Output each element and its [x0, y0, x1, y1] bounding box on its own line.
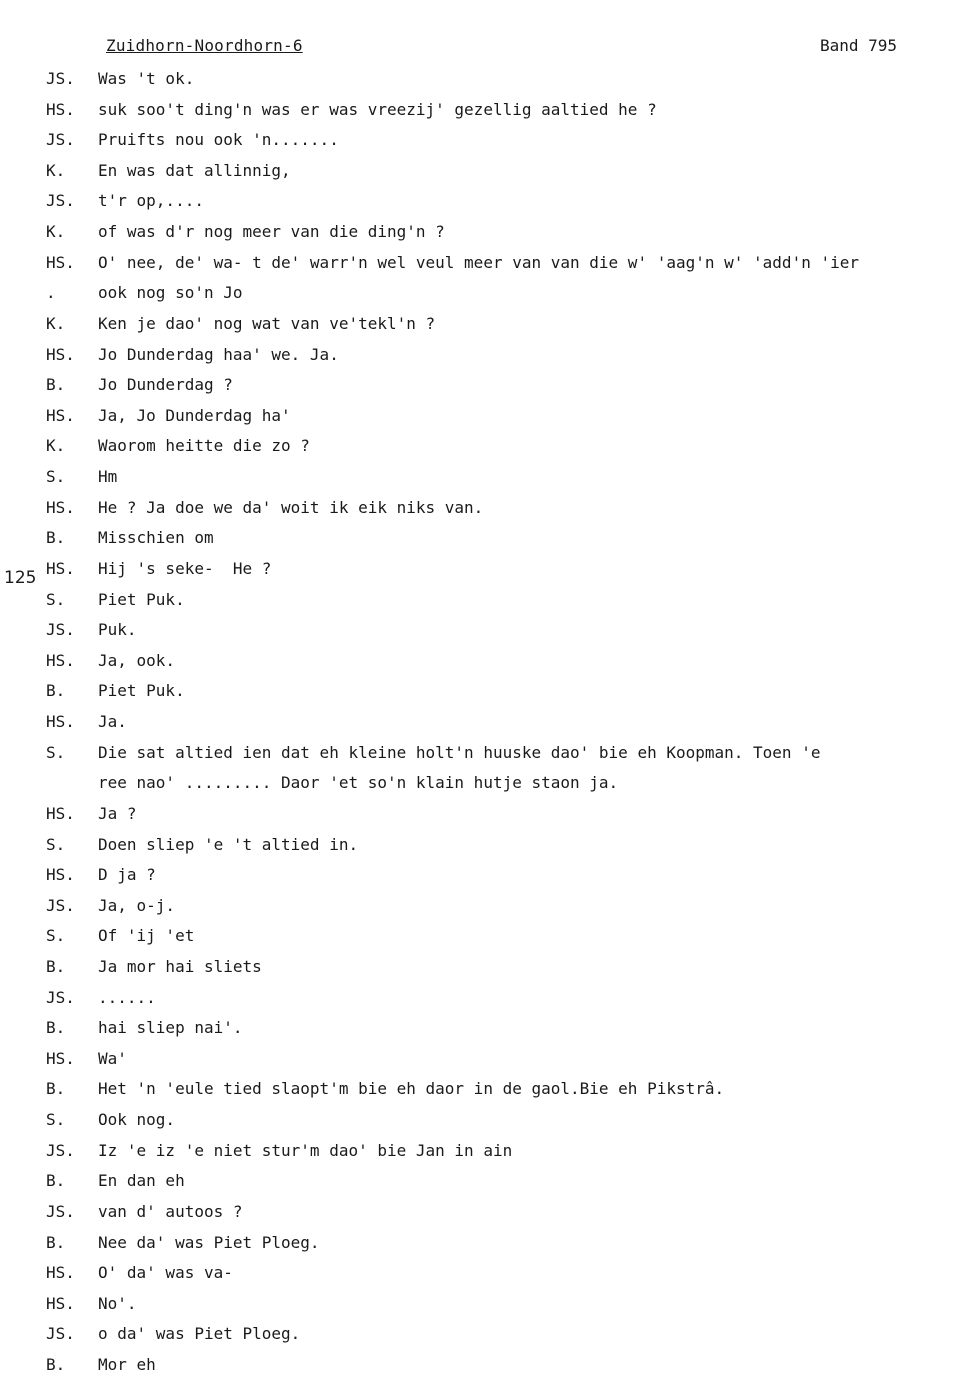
speaker-label: B. [46, 1079, 66, 1099]
utterance-text: Ja. [98, 712, 127, 732]
speaker-label: JS. [46, 69, 75, 88]
transcript-line [0, 1232, 973, 1254]
speaker-label: S. [46, 1110, 66, 1130]
speaker-label: HS. [46, 405, 75, 425]
utterance-text: Ook nog. [98, 1110, 176, 1130]
speaker-label: B. [46, 1171, 66, 1191]
utterance-text: Was 't ok. [98, 69, 195, 88]
transcript-line [0, 803, 973, 825]
utterance-text: ree nao' ......... Daor 'et so'n klain hutje staon ja. [98, 773, 619, 793]
margin-number: 125 [4, 568, 37, 588]
transcript-line [0, 1170, 973, 1192]
utterance-text: Ja, Jo Dunderdag ha' [98, 405, 291, 425]
transcript-line [0, 987, 973, 1009]
document-title: Zuidhorn-Noordhorn-6 [106, 36, 303, 55]
utterance-text: Waorom heitte die zo ? [98, 436, 310, 456]
utterance-text: He ? Ja doe we da' woit ik eik niks van. [98, 497, 484, 517]
transcript-line [0, 772, 973, 794]
transcript-line [0, 1048, 973, 1070]
transcript-line [0, 1109, 973, 1131]
speaker-label: HS. [46, 558, 75, 578]
transcript-line [0, 558, 973, 580]
utterance-text: Jo Dunderdag ? [98, 375, 233, 395]
utterance-text: O' da' was va- [98, 1263, 233, 1283]
utterance-text: Piet Puk. [98, 589, 185, 609]
transcript-line [0, 711, 973, 733]
utterance-text: Wa' [98, 1048, 127, 1068]
utterance-text: Piet Puk. [98, 681, 185, 701]
utterance-text: Pruifts nou ook 'n....... [98, 130, 339, 150]
utterance-text: Het 'n 'eule tied slaopt'm bie eh daor in de gaol.Bie eh Pikstrâ. [98, 1079, 725, 1099]
speaker-label: HS. [46, 99, 75, 119]
transcript-line [0, 282, 973, 304]
transcript-line [0, 160, 973, 182]
speaker-label: S. [46, 926, 66, 946]
speaker-label: S. [46, 742, 66, 762]
speaker-label: B. [46, 375, 66, 395]
utterance-text: En dan eh [98, 1171, 185, 1191]
utterance-text: O' nee, de' wa- t de' warr'n wel veul meer van van die w' 'aag'n w' 'add'n 'ier [98, 252, 859, 272]
transcript-line [0, 864, 973, 886]
utterance-text: Doen sliep 'e 't altied in. [98, 834, 359, 854]
speaker-label: S. [46, 589, 66, 609]
utterance-text: Puk. [98, 620, 137, 640]
speaker-label: B. [46, 681, 66, 701]
transcript-line [0, 742, 973, 764]
transcript-line [0, 405, 973, 427]
transcript-line [0, 221, 973, 243]
transcript-line [0, 466, 973, 488]
utterance-text: ...... [98, 987, 156, 1007]
speaker-label: JS. [46, 130, 75, 150]
speaker-label: B. [46, 528, 66, 548]
speaker-label: HS. [46, 344, 75, 364]
speaker-label: HS. [46, 1048, 75, 1068]
utterance-text: Hm [98, 467, 118, 487]
band-number: Band 795 [820, 36, 898, 55]
transcript-line [0, 1140, 973, 1162]
transcript-line [0, 99, 973, 121]
speaker-label: HS. [46, 712, 75, 732]
transcript-line [0, 313, 973, 335]
utterance-text: Ja ? [98, 803, 137, 823]
speaker-label: HS. [46, 1263, 75, 1283]
speaker-label: JS. [46, 895, 75, 915]
transcript-line [0, 527, 973, 549]
speaker-label: S. [46, 467, 66, 487]
transcript-line [0, 1017, 973, 1039]
transcript-line [0, 1323, 973, 1345]
transcript-line [0, 1262, 973, 1284]
utterance-text: No'. [98, 1293, 137, 1313]
transcript-line [0, 252, 973, 274]
speaker-label: HS. [46, 803, 75, 823]
utterance-text: Die sat altied ien dat eh kleine holt'n huuske dao' bie eh Koopman. Toen 'e [98, 742, 821, 762]
transcript-line [0, 834, 973, 856]
speaker-label: K. [46, 160, 66, 180]
speaker-label: B. [46, 1355, 66, 1375]
utterance-text: D ja ? [98, 865, 156, 885]
transcript-line [0, 344, 973, 366]
transcript-line [0, 619, 973, 641]
utterance-text: suk soo't ding'n was er was vreezij' gezellig aaltied he ? [98, 99, 657, 119]
transcript-line [0, 190, 973, 212]
utterance-text: Ken je dao' nog wat van ve'tekl'n ? [98, 313, 436, 333]
utterance-text: of was d'r nog meer van die ding'n ? [98, 222, 445, 242]
utterance-text: Nee da' was Piet Ploeg. [98, 1232, 320, 1252]
speaker-label: JS. [46, 987, 75, 1007]
utterance-text: ook nog so'n Jo [98, 283, 243, 303]
transcript-line [0, 925, 973, 947]
speaker-label: HS. [46, 1293, 75, 1313]
utterance-text: Misschien om [98, 528, 214, 548]
speaker-label: JS. [46, 1201, 75, 1221]
transcript-line [0, 497, 973, 519]
utterance-text: Mor eh [98, 1355, 156, 1375]
utterance-text: Of 'ij 'et [98, 926, 195, 946]
speaker-label: JS. [46, 1140, 75, 1160]
utterance-text: Hij 's seke- He ? [98, 558, 272, 578]
utterance-text: t'r op,.... [98, 191, 204, 211]
speaker-label: HS. [46, 497, 75, 517]
speaker-label: HS. [46, 865, 75, 885]
utterance-text: Iz 'e iz 'e niet stur'm dao' bie Jan in ain [98, 1140, 513, 1160]
transcript-line [0, 435, 973, 457]
transcript-line [0, 895, 973, 917]
transcript-line [0, 1078, 973, 1100]
transcript-line [0, 589, 973, 611]
speaker-label: JS. [46, 191, 75, 211]
transcript-line [0, 650, 973, 672]
speaker-label: B. [46, 956, 66, 976]
speaker-label: B. [46, 1018, 66, 1038]
speaker-label: K. [46, 222, 66, 242]
utterance-text: Ja, ook. [98, 650, 176, 670]
speaker-label: JS. [46, 620, 75, 640]
transcript-line [0, 680, 973, 702]
transcript-line [0, 1201, 973, 1223]
utterance-text: o da' was Piet Ploeg. [98, 1324, 301, 1344]
utterance-text: En was dat allinnig, [98, 160, 291, 180]
speaker-label: K. [46, 436, 66, 456]
utterance-text: Ja mor hai sliets [98, 956, 262, 976]
speaker-label: B. [46, 1232, 66, 1252]
transcript-line [0, 374, 973, 396]
transcript-line [0, 1293, 973, 1315]
speaker-label: HS. [46, 252, 75, 272]
speaker-label: S. [46, 834, 66, 854]
speaker-label: JS. [46, 1324, 75, 1344]
transcript-line [0, 68, 973, 90]
transcript-line [0, 1354, 973, 1376]
utterance-text: van d' autoos ? [98, 1201, 243, 1221]
utterance-text: hai sliep nai'. [98, 1018, 243, 1038]
utterance-text: Ja, o-j. [98, 895, 176, 915]
speaker-label: K. [46, 313, 66, 333]
transcript-line [0, 956, 973, 978]
speaker-label: . [46, 283, 56, 303]
speaker-label: HS. [46, 650, 75, 670]
utterance-text: Jo Dunderdag haa' we. Ja. [98, 344, 339, 364]
transcript-line [0, 129, 973, 151]
